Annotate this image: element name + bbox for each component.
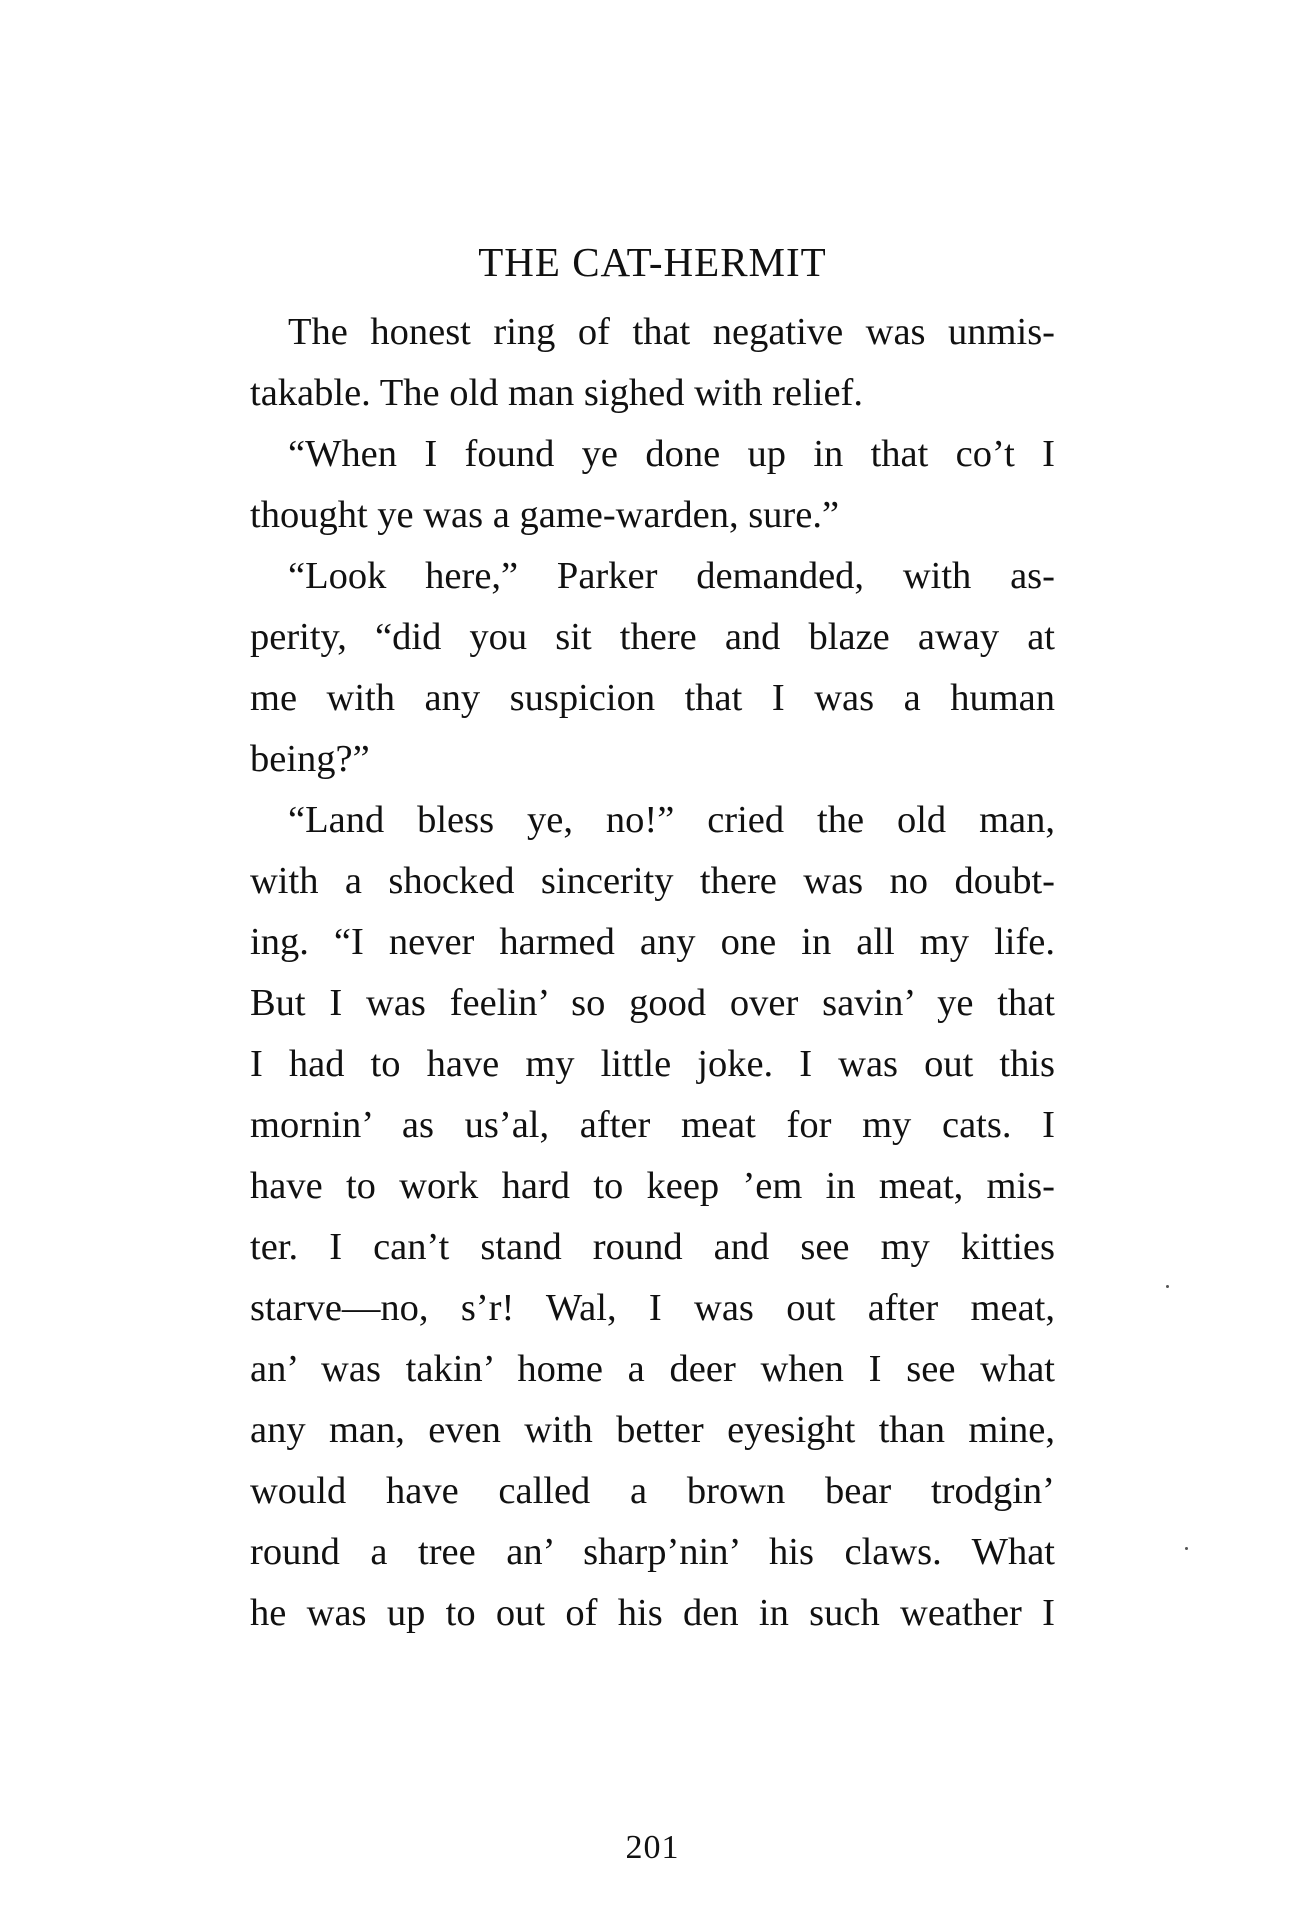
running-head: THE CAT-HERMIT (478, 239, 827, 285)
body-text (250, 302, 1055, 1644)
text-line: with a shocked sincerity there was no doubt- (250, 860, 1055, 902)
text-line: have to work hard to keep ’em in meat, mis- (250, 1165, 1055, 1207)
text-line: being?” (250, 738, 370, 780)
text-line: “When I found ye done up in that co’t I (288, 433, 1055, 475)
text-line: perity, “did you sit there and blaze away at (250, 616, 1055, 658)
page-number: 201 (625, 1829, 680, 1866)
text-line: an’ was takin’ home a deer when I see what (250, 1348, 1055, 1390)
text-line: ing. “I never harmed any one in all my life. (250, 921, 1055, 963)
text-line: he was up to out of his den in such weather I (250, 1592, 1055, 1634)
text-line: “Land bless ye, no!” cried the old man, (288, 799, 1055, 841)
text-line: But I was feelin’ so good over savin’ ye that (250, 982, 1055, 1024)
text-line: I had to have my little joke. I was out this (250, 1043, 1055, 1085)
scan-speck (1185, 1547, 1188, 1550)
text-line: starve—no, s’r! Wal, I was out after meat, (250, 1287, 1055, 1329)
text-line: would have called a brown bear trodgin’ (250, 1470, 1055, 1512)
text-line: The honest ring of that negative was unmis- (288, 311, 1055, 353)
text-line: any man, even with better eyesight than mine, (250, 1409, 1055, 1451)
text-line: “Look here,” Parker demanded, with as- (288, 555, 1055, 597)
text-line: mornin’ as us’al, after meat for my cats. I (250, 1104, 1055, 1146)
scan-speck (1166, 1285, 1169, 1288)
text-line: me with any suspicion that I was a human (250, 677, 1055, 719)
text-line: thought ye was a game-warden, sure.” (250, 494, 840, 536)
text-line: ter. I can’t stand round and see my kitties (250, 1226, 1055, 1268)
text-line: round a tree an’ sharp’nin’ his claws. What (250, 1531, 1055, 1573)
text-line: takable. The old man sighed with relief. (250, 372, 863, 414)
